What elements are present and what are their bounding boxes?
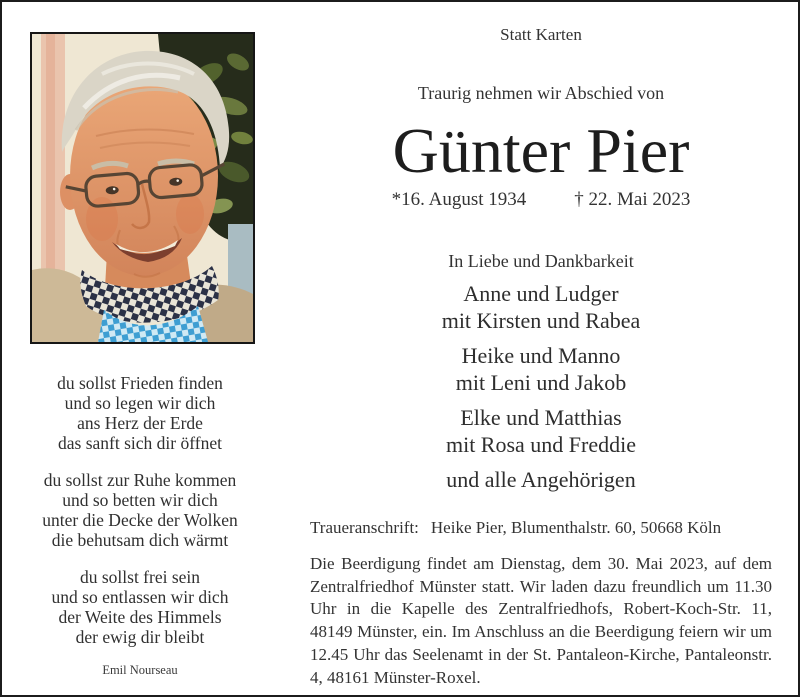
poem-line: und so betten wir dich bbox=[62, 490, 218, 510]
mourner-line: mit Leni und Jakob bbox=[455, 370, 627, 395]
gratitude-line: In Liebe und Dankbarkeit bbox=[448, 251, 634, 271]
intro-line: Traurig nehmen wir Abschied von bbox=[417, 83, 665, 103]
funeral-details: Die Beerdigung findet am Dienstag, dem 30. Mai 2023, auf dem Zentralfriedhof Münster statt. Wir laden dazu freundlich um 11.30 Uhr in die Kapelle des Zentralfriedhofs, Robert-Koch-Str. 11, 48149 Münster, ein. Im Anschluss an die Beerdigung feiern wir um 12.45 Uhr das Seelenamt in der St. Pantaleon-Kirche, Pantaleonstr. 4, 48161 Münster-Roxel. bbox=[310, 554, 772, 687]
portrait-photo bbox=[30, 32, 255, 344]
mourner-line: mit Kirsten und Rabea bbox=[441, 308, 641, 333]
life-dates bbox=[310, 188, 772, 212]
poem-line: du sollst Frieden finden bbox=[57, 373, 223, 393]
mourner-group bbox=[310, 342, 772, 396]
poem-author: Emil Nourseau bbox=[102, 663, 178, 677]
poem-line: du sollst zur Ruhe kommen bbox=[43, 470, 237, 490]
mourner-group bbox=[310, 280, 772, 334]
poem-line: und so legen wir dich bbox=[64, 393, 216, 413]
address-value: Heike Pier, Blumenthalstr. 60, 50668 Köln bbox=[430, 518, 722, 537]
mourner-line: Anne und Ludger bbox=[463, 281, 619, 306]
poem-line: das sanft sich dir öffnet bbox=[58, 433, 222, 453]
poem-line: der Weite des Himmels bbox=[58, 607, 222, 627]
mourners-closing: und alle Angehörigen bbox=[446, 467, 636, 492]
mourner-group bbox=[310, 404, 772, 458]
poem-line: der ewig dir bleibt bbox=[75, 627, 205, 647]
poem-stanza bbox=[10, 470, 270, 550]
birth-date: *16. August 1934 bbox=[391, 189, 527, 210]
poem-stanza bbox=[10, 567, 270, 647]
poem-line: die behutsam dich wärmt bbox=[51, 530, 229, 550]
death-date: † 22. Mai 2023 bbox=[574, 189, 691, 210]
announcement bbox=[310, 2, 772, 689]
portrait-illustration bbox=[32, 34, 253, 342]
poem-line: ans Herz der Erde bbox=[77, 413, 203, 433]
mourner-line: Heike und Manno bbox=[461, 343, 621, 368]
poem-line: und so entlassen wir dich bbox=[51, 587, 229, 607]
statt-karten-note: Statt Karten bbox=[500, 25, 582, 44]
address-label: Traueranschrift: bbox=[310, 518, 419, 537]
mourner-line: mit Rosa und Freddie bbox=[445, 432, 637, 457]
memorial-poem bbox=[10, 373, 270, 678]
deceased-name: Günter Pier bbox=[392, 115, 690, 186]
mourning-address bbox=[310, 517, 772, 539]
poem-line: unter die Decke der Wolken bbox=[42, 510, 238, 530]
poem-line: du sollst frei sein bbox=[79, 567, 201, 587]
mourner-line: Elke und Matthias bbox=[460, 405, 622, 430]
poem-stanza bbox=[10, 373, 270, 453]
